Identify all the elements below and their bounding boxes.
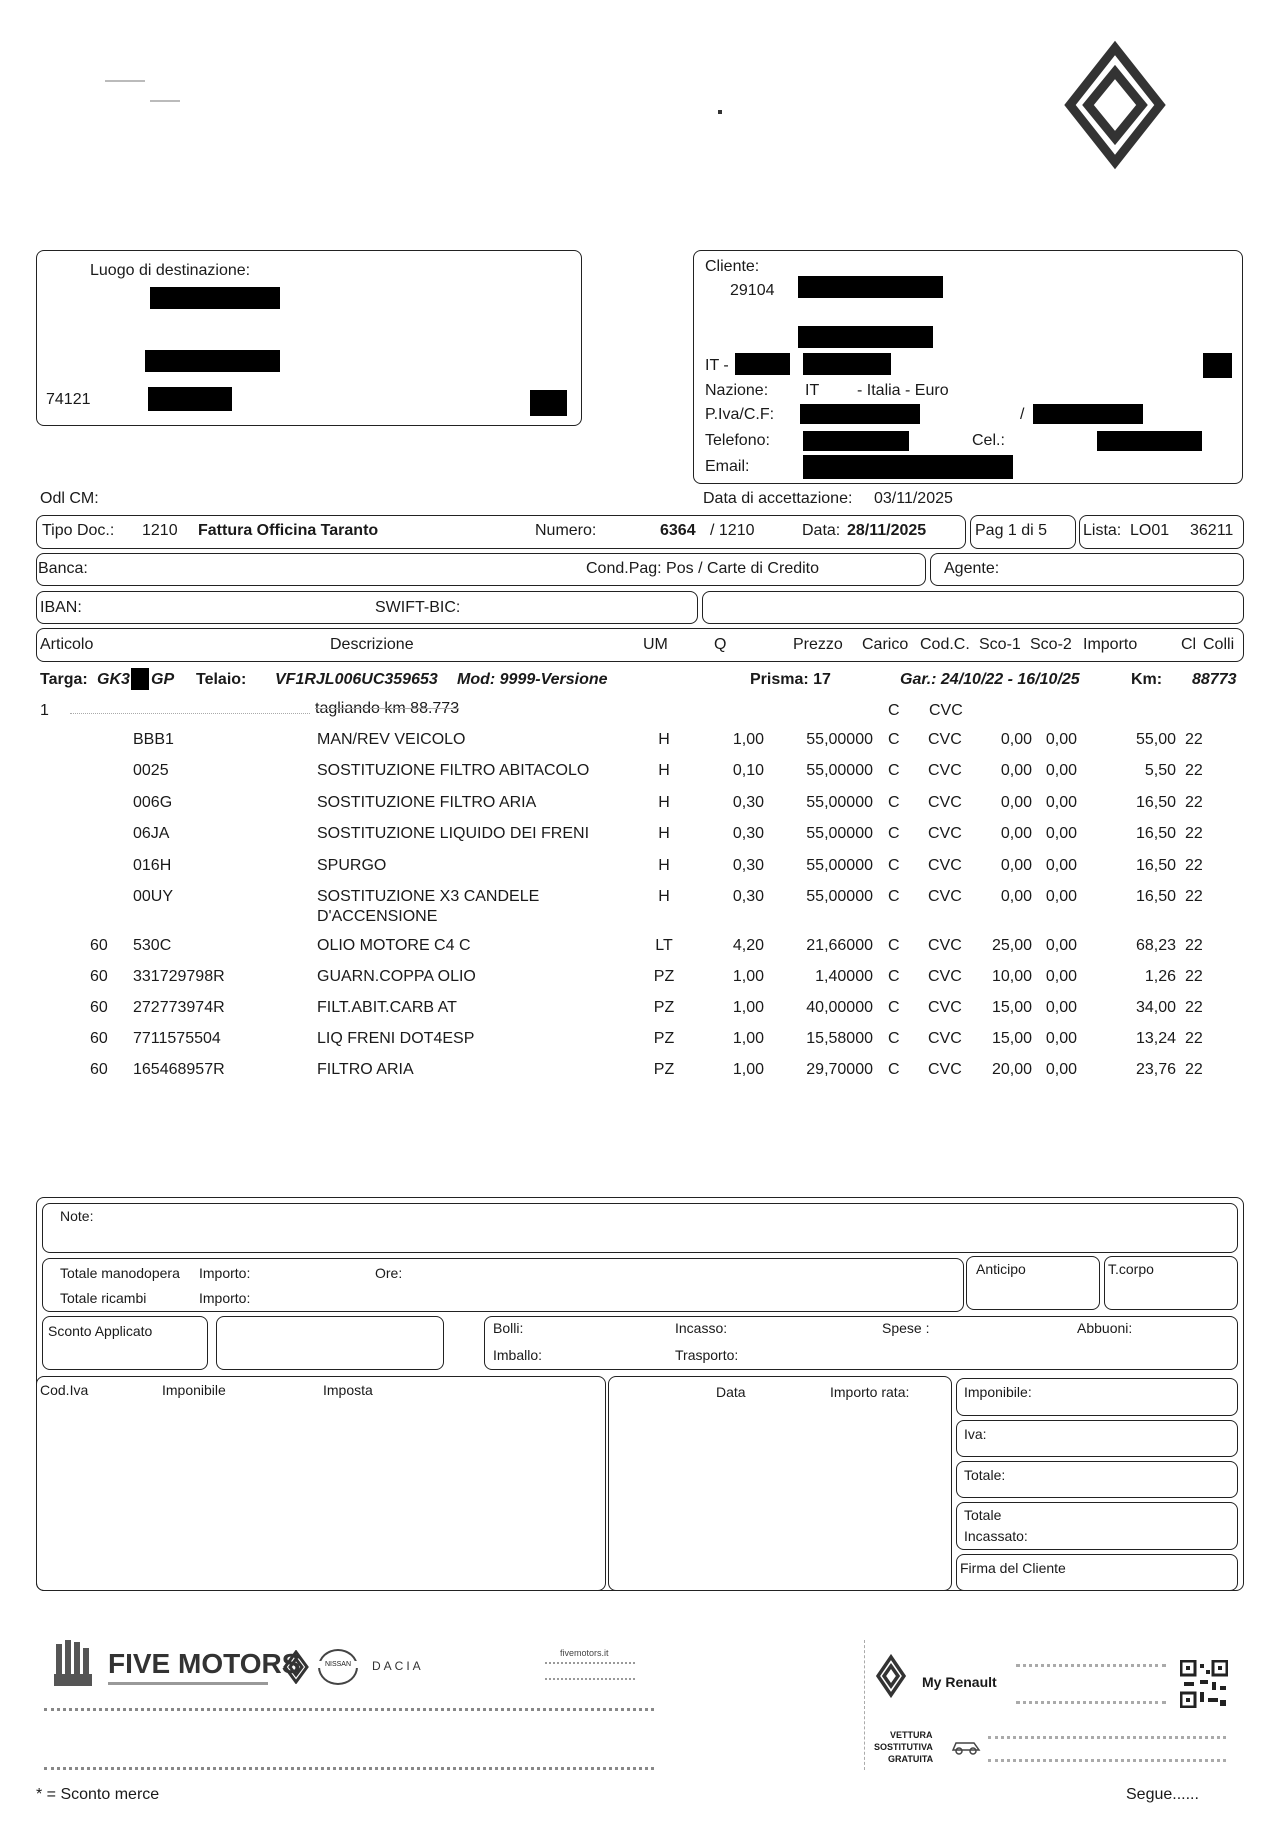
- totale-incassato-label-2: Incassato:: [964, 1528, 1028, 1544]
- row-carico: C: [888, 794, 900, 811]
- odl-label: Odl CM:: [40, 490, 99, 507]
- row-carico: C: [888, 999, 900, 1016]
- note-box: [42, 1203, 1238, 1253]
- row-um: H: [658, 857, 670, 874]
- row-amount: 68,23: [1135, 937, 1176, 954]
- row-sco1: 0,00: [1000, 762, 1032, 779]
- row-um: PZ: [653, 999, 675, 1016]
- row-price: 15,58000: [806, 1030, 873, 1047]
- renault-logo: [1060, 40, 1170, 170]
- scan-speck: [718, 110, 722, 114]
- row-description: GUARN.COPPA OLIO: [317, 968, 476, 985]
- nissan-label: NISSAN: [318, 1661, 358, 1668]
- five-motors-lion-logo: [48, 1640, 96, 1692]
- row-cl: 22: [1185, 1030, 1203, 1047]
- row-price: 55,00000: [806, 825, 873, 842]
- row-codc: CVC: [928, 999, 962, 1016]
- row-quantity: 1,00: [732, 731, 764, 748]
- row-sco2: 0,00: [1045, 1030, 1077, 1047]
- iban-box: [36, 591, 698, 624]
- row-sco2: 0,00: [1045, 999, 1077, 1016]
- row-description: SOSTITUZIONE FILTRO ARIA: [317, 794, 537, 811]
- row-price: 55,00000: [806, 731, 873, 748]
- row-prefix: 60: [90, 968, 108, 985]
- redaction: [803, 455, 1013, 479]
- iban-label: IBAN:: [40, 599, 82, 616]
- row-codc: CVC: [928, 1061, 962, 1078]
- doc-type-label: Tipo Doc.:: [42, 522, 115, 539]
- row-carico: C: [888, 968, 900, 985]
- doc-number-label: Numero:: [535, 522, 597, 539]
- row-cl: 22: [1185, 888, 1203, 905]
- client-label: Cliente:: [705, 258, 760, 275]
- car-icon: [950, 1736, 982, 1756]
- redaction: [150, 287, 280, 309]
- row-description: SOSTITUZIONE FILTRO ABITACOLO: [317, 762, 590, 779]
- row-description: SOSTITUZIONE X3 CANDELE: [317, 888, 540, 905]
- redaction: [1097, 431, 1202, 451]
- destination-zip: 74121: [46, 391, 91, 408]
- row-prefix: 60: [90, 1061, 108, 1078]
- imponibile-col-label: Imponibile: [162, 1382, 226, 1398]
- redaction: [131, 668, 149, 690]
- doc-page: Pag 1 di 5: [975, 522, 1048, 539]
- vettura-line-2: SOSTITUTIVA: [874, 1742, 933, 1752]
- row-article: BBB1: [133, 731, 174, 748]
- doc-list-num: 36211: [1190, 522, 1234, 539]
- swift-label: SWIFT-BIC:: [375, 599, 461, 616]
- row-sco2: 0,00: [1045, 968, 1077, 985]
- renault-footer-logo: [876, 1654, 906, 1698]
- row-cl: 22: [1185, 731, 1203, 748]
- row-article: 7711575504: [133, 1030, 221, 1047]
- row-sco1: 0,00: [1000, 794, 1032, 811]
- row-cl: 22: [1185, 999, 1203, 1016]
- service-line-dots: [70, 713, 310, 714]
- row-sco1: 0,00: [1000, 888, 1032, 905]
- row-carico: C: [888, 937, 900, 954]
- row-cl: 22: [1185, 968, 1203, 985]
- iva-box: [956, 1420, 1238, 1457]
- row-price: 21,66000: [806, 937, 873, 954]
- manodopera-importo-label: Importo:: [199, 1265, 251, 1281]
- row-description: SPURGO: [317, 857, 387, 874]
- row-sco2: 0,00: [1045, 857, 1077, 874]
- vehicle-warranty: Gar.: 24/10/22 - 16/10/25: [900, 671, 1080, 688]
- doc-list-code: LO01: [1130, 522, 1170, 539]
- row-sco2: 0,00: [1045, 888, 1077, 905]
- row-um: PZ: [653, 968, 675, 985]
- my-renault-text-block: [1016, 1664, 1166, 1704]
- row-codc: CVC: [928, 857, 962, 874]
- client-nation-code: IT: [805, 382, 820, 399]
- row-prefix: 60: [90, 937, 108, 954]
- renault-small-icon: [283, 1650, 309, 1684]
- doc-number-suffix: / 1210: [710, 522, 755, 539]
- totale-label: Totale:: [964, 1467, 1006, 1483]
- row-article: 006G: [133, 794, 173, 811]
- row-sco2: 0,00: [1045, 937, 1077, 954]
- scan-speck: [105, 80, 145, 82]
- row-amount: 13,24: [1135, 1030, 1176, 1047]
- row-quantity: 0,10: [732, 762, 764, 779]
- col-sco2: Sco-2: [1030, 636, 1072, 653]
- client-code: 29104: [730, 282, 775, 299]
- row-description: MAN/REV VEICOLO: [317, 731, 466, 748]
- row-sco1: 25,00: [991, 937, 1032, 954]
- client-cell-label: Cel.:: [972, 432, 1005, 449]
- row-amount: 16,50: [1135, 888, 1176, 905]
- row-description: LIQ FRENI DOT4ESP: [317, 1030, 475, 1047]
- col-sco1: Sco-1: [979, 636, 1021, 653]
- row-codc: CVC: [928, 731, 962, 748]
- codiva-label: Cod.Iva: [40, 1382, 89, 1398]
- row-sco1: 0,00: [1000, 731, 1032, 748]
- row-quantity: 4,20: [732, 937, 764, 954]
- doc-date: 28/11/2025: [847, 522, 927, 539]
- bolli-label: Bolli:: [493, 1320, 524, 1336]
- doc-date-label: Data:: [802, 522, 841, 539]
- note-label: Note:: [60, 1208, 94, 1224]
- row-amount: 34,00: [1135, 999, 1176, 1016]
- doc-type-name: Fattura Officina Taranto: [198, 522, 379, 539]
- row-description: SOSTITUZIONE LIQUIDO DEI FRENI: [317, 825, 590, 842]
- row-price: 55,00000: [806, 888, 873, 905]
- client-nation-desc: - Italia - Euro: [857, 382, 949, 399]
- km-value: 88773: [1192, 671, 1237, 688]
- sconto-merce-note: * = Sconto merce: [36, 1786, 160, 1803]
- row-quantity: 0,30: [732, 794, 764, 811]
- row-codc: CVC: [928, 825, 962, 842]
- row-cl: 22: [1185, 857, 1203, 874]
- doc-type-code: 1210: [142, 522, 178, 539]
- row-quantity: 1,00: [732, 999, 764, 1016]
- row-description: OLIO MOTORE C4 C: [317, 937, 471, 954]
- redaction: [803, 431, 909, 451]
- row-sco1: 0,00: [1000, 825, 1032, 842]
- row-sco2: 0,00: [1045, 1061, 1077, 1078]
- row-description-line2: D'ACCENSIONE: [317, 908, 438, 925]
- vettura-text-block: [988, 1736, 1226, 1762]
- redaction: [803, 353, 891, 375]
- manodopera-label: Totale manodopera: [60, 1265, 180, 1281]
- redaction: [798, 276, 943, 298]
- vehicle-prisma: Prisma: 17: [750, 671, 831, 688]
- row-price: 55,00000: [806, 794, 873, 811]
- ricambi-importo-label: Importo:: [199, 1290, 251, 1306]
- redaction: [1203, 353, 1232, 378]
- row-quantity: 0,30: [732, 857, 764, 874]
- col-colli: Colli: [1203, 636, 1235, 653]
- sconto-label: Sconto Applicato: [48, 1323, 153, 1339]
- redaction: [800, 404, 920, 424]
- acceptance-label: Data di accettazione:: [703, 490, 853, 507]
- website: fivemotors.it: [560, 1648, 609, 1658]
- my-renault-label: My Renault: [922, 1674, 997, 1690]
- row-description: FILTRO ARIA: [317, 1061, 414, 1078]
- dacia-logo: DACIA: [372, 1659, 424, 1673]
- redaction: [798, 326, 933, 348]
- row-article: 165468957R: [133, 1061, 225, 1078]
- installments-box: [608, 1376, 952, 1591]
- footer-divider: [864, 1640, 865, 1770]
- firma-label: Firma del Cliente: [960, 1560, 1066, 1576]
- row-sco1: 20,00: [991, 1061, 1032, 1078]
- abbuoni-label: Abbuoni:: [1077, 1320, 1133, 1336]
- imposta-label: Imposta: [323, 1382, 373, 1398]
- row-carico: C: [888, 857, 900, 874]
- row-cl: 22: [1185, 825, 1203, 842]
- col-importo: Importo: [1083, 636, 1138, 653]
- row-um: H: [658, 731, 670, 748]
- row-codc: CVC: [928, 1030, 962, 1047]
- footer-address-block: [44, 1708, 654, 1770]
- col-carico: Carico: [862, 636, 909, 653]
- row-quantity: 0,30: [732, 888, 764, 905]
- vettura-line-3: GRATUITA: [888, 1754, 934, 1764]
- row-prefix: 60: [90, 999, 108, 1016]
- row-article: 0025: [133, 762, 169, 779]
- row-carico: C: [888, 731, 900, 748]
- destination-label: Luogo di destinazione:: [90, 262, 251, 279]
- totale-incassato-label-1: Totale: [964, 1507, 1002, 1523]
- row-article: 272773974R: [133, 999, 225, 1016]
- row-amount: 16,50: [1135, 857, 1176, 874]
- importo-rata-label: Importo rata:: [830, 1384, 910, 1400]
- row-sco2: 0,00: [1045, 794, 1077, 811]
- redaction: [530, 390, 567, 416]
- client-email-label: Email:: [705, 458, 750, 475]
- targa-part-a: GK3: [97, 671, 130, 688]
- doc-list-label: Lista:: [1083, 522, 1122, 539]
- row-amount: 16,50: [1135, 825, 1176, 842]
- row-carico: C: [888, 1061, 900, 1078]
- row-article: 016H: [133, 857, 172, 874]
- labor-totals-box: [42, 1258, 964, 1312]
- tcorpo-label: T.corpo: [1108, 1261, 1154, 1277]
- row-um: H: [658, 762, 670, 779]
- trasporto-label: Trasporto:: [675, 1347, 739, 1363]
- sconto-value-box: [216, 1316, 444, 1370]
- row-amount: 5,50: [1144, 762, 1176, 779]
- row-um: H: [658, 888, 670, 905]
- row-sco2: 0,00: [1045, 731, 1077, 748]
- data-label: Data: [716, 1384, 746, 1400]
- vat-table-box: [36, 1376, 606, 1591]
- row-sco1: 10,00: [991, 968, 1032, 985]
- row-quantity: 1,00: [732, 968, 764, 985]
- vehicle-model: Mod: 9999-Versione: [457, 671, 608, 688]
- row-quantity: 0,30: [732, 825, 764, 842]
- row-price: 55,00000: [806, 857, 873, 874]
- doc-number: 6364: [660, 522, 696, 539]
- service-line-number: 1: [40, 702, 49, 719]
- incasso-label: Incasso:: [675, 1320, 728, 1336]
- acceptance-date: 03/11/2025: [874, 490, 953, 507]
- footer-contact-lines: [545, 1662, 635, 1680]
- row-codc: CVC: [928, 968, 962, 985]
- row-cl: 22: [1185, 1061, 1203, 1078]
- client-it-prefix: IT -: [705, 357, 729, 374]
- client-piva-sep: /: [1020, 406, 1025, 423]
- col-prezzo: Prezzo: [793, 636, 843, 653]
- anticipo-label: Anticipo: [976, 1261, 1026, 1277]
- telaio-value: VF1RJL006UC359653: [275, 671, 438, 688]
- segue-label: Segue......: [1126, 1786, 1199, 1803]
- row-price: 55,00000: [806, 762, 873, 779]
- row-price: 40,00000: [806, 999, 873, 1016]
- col-articolo: Articolo: [40, 636, 94, 653]
- row-article: 530C: [133, 937, 172, 954]
- row-sco2: 0,00: [1045, 762, 1077, 779]
- vettura-line-1: VETTURA: [890, 1730, 933, 1740]
- row-cl: 22: [1185, 794, 1203, 811]
- row-price: 29,70000: [806, 1061, 873, 1078]
- row-carico: C: [888, 762, 900, 779]
- col-q: Q: [714, 636, 727, 653]
- row-article: 331729798R: [133, 968, 225, 985]
- col-cl: Cl: [1181, 636, 1197, 653]
- row-carico: C: [888, 1030, 900, 1047]
- row-sco1: 15,00: [991, 1030, 1032, 1047]
- row-amount: 55,00: [1135, 731, 1176, 748]
- ricambi-label: Totale ricambi: [60, 1290, 147, 1306]
- service-line-carico: C: [888, 702, 900, 719]
- payment-condition: Cond.Pag: Pos / Carte di Credito: [586, 560, 820, 577]
- imponibile-label: Imponibile:: [964, 1384, 1032, 1400]
- row-carico: C: [888, 888, 900, 905]
- service-line-desc: tagliando km 88.773: [315, 700, 460, 717]
- spese-label: Spese :: [882, 1320, 930, 1336]
- redaction: [148, 387, 232, 411]
- row-sco1: 0,00: [1000, 857, 1032, 874]
- ore-label: Ore:: [375, 1265, 403, 1281]
- client-phone-label: Telefono:: [705, 432, 770, 449]
- row-quantity: 1,00: [732, 1030, 764, 1047]
- targa-part-b: GP: [151, 671, 175, 688]
- row-cl: 22: [1185, 762, 1203, 779]
- service-line-codc: CVC: [929, 702, 963, 719]
- row-cl: 22: [1185, 937, 1203, 954]
- targa-label: Targa:: [40, 671, 88, 688]
- redaction: [145, 350, 280, 372]
- row-um: PZ: [653, 1030, 675, 1047]
- row-quantity: 1,00: [732, 1061, 764, 1078]
- agent-label: Agente:: [944, 560, 1000, 577]
- row-um: PZ: [653, 1061, 675, 1078]
- bank-label: Banca:: [38, 560, 88, 577]
- client-nation-label: Nazione:: [705, 382, 769, 399]
- row-um: H: [658, 794, 670, 811]
- row-amount: 23,76: [1135, 1061, 1176, 1078]
- row-description: FILT.ABIT.CARB AT: [317, 999, 457, 1016]
- iban-extra-box: [702, 591, 1244, 624]
- row-codc: CVC: [928, 794, 962, 811]
- row-sco2: 0,00: [1045, 825, 1077, 842]
- row-sco1: 15,00: [991, 999, 1032, 1016]
- col-codc: Cod.C.: [920, 636, 970, 653]
- client-piva-label: P.Iva/C.F:: [705, 406, 775, 423]
- row-carico: C: [888, 825, 900, 842]
- col-descrizione: Descrizione: [330, 636, 414, 653]
- qr-code-icon: [1180, 1660, 1228, 1708]
- row-codc: CVC: [928, 937, 962, 954]
- five-motors-brand: FIVE MOTORS: [108, 1648, 301, 1679]
- row-amount: 16,50: [1135, 794, 1176, 811]
- row-article: 00UY: [133, 888, 174, 905]
- telaio-label: Telaio:: [196, 671, 247, 688]
- row-amount: 1,26: [1144, 968, 1176, 985]
- row-codc: CVC: [928, 762, 962, 779]
- redaction: [1033, 404, 1143, 424]
- row-price: 1,40000: [815, 968, 873, 985]
- scan-speck: [150, 100, 180, 102]
- row-article: 06JA: [133, 825, 170, 842]
- iva-label: Iva:: [964, 1426, 987, 1442]
- km-label: Km:: [1131, 671, 1163, 688]
- imballo-label: Imballo:: [493, 1347, 543, 1363]
- five-motors-tagline: [108, 1682, 268, 1685]
- row-um: H: [658, 825, 670, 842]
- col-um: UM: [643, 636, 668, 653]
- row-prefix: 60: [90, 1030, 108, 1047]
- row-um: LT: [655, 937, 673, 954]
- row-codc: CVC: [928, 888, 962, 905]
- redaction: [735, 353, 790, 375]
